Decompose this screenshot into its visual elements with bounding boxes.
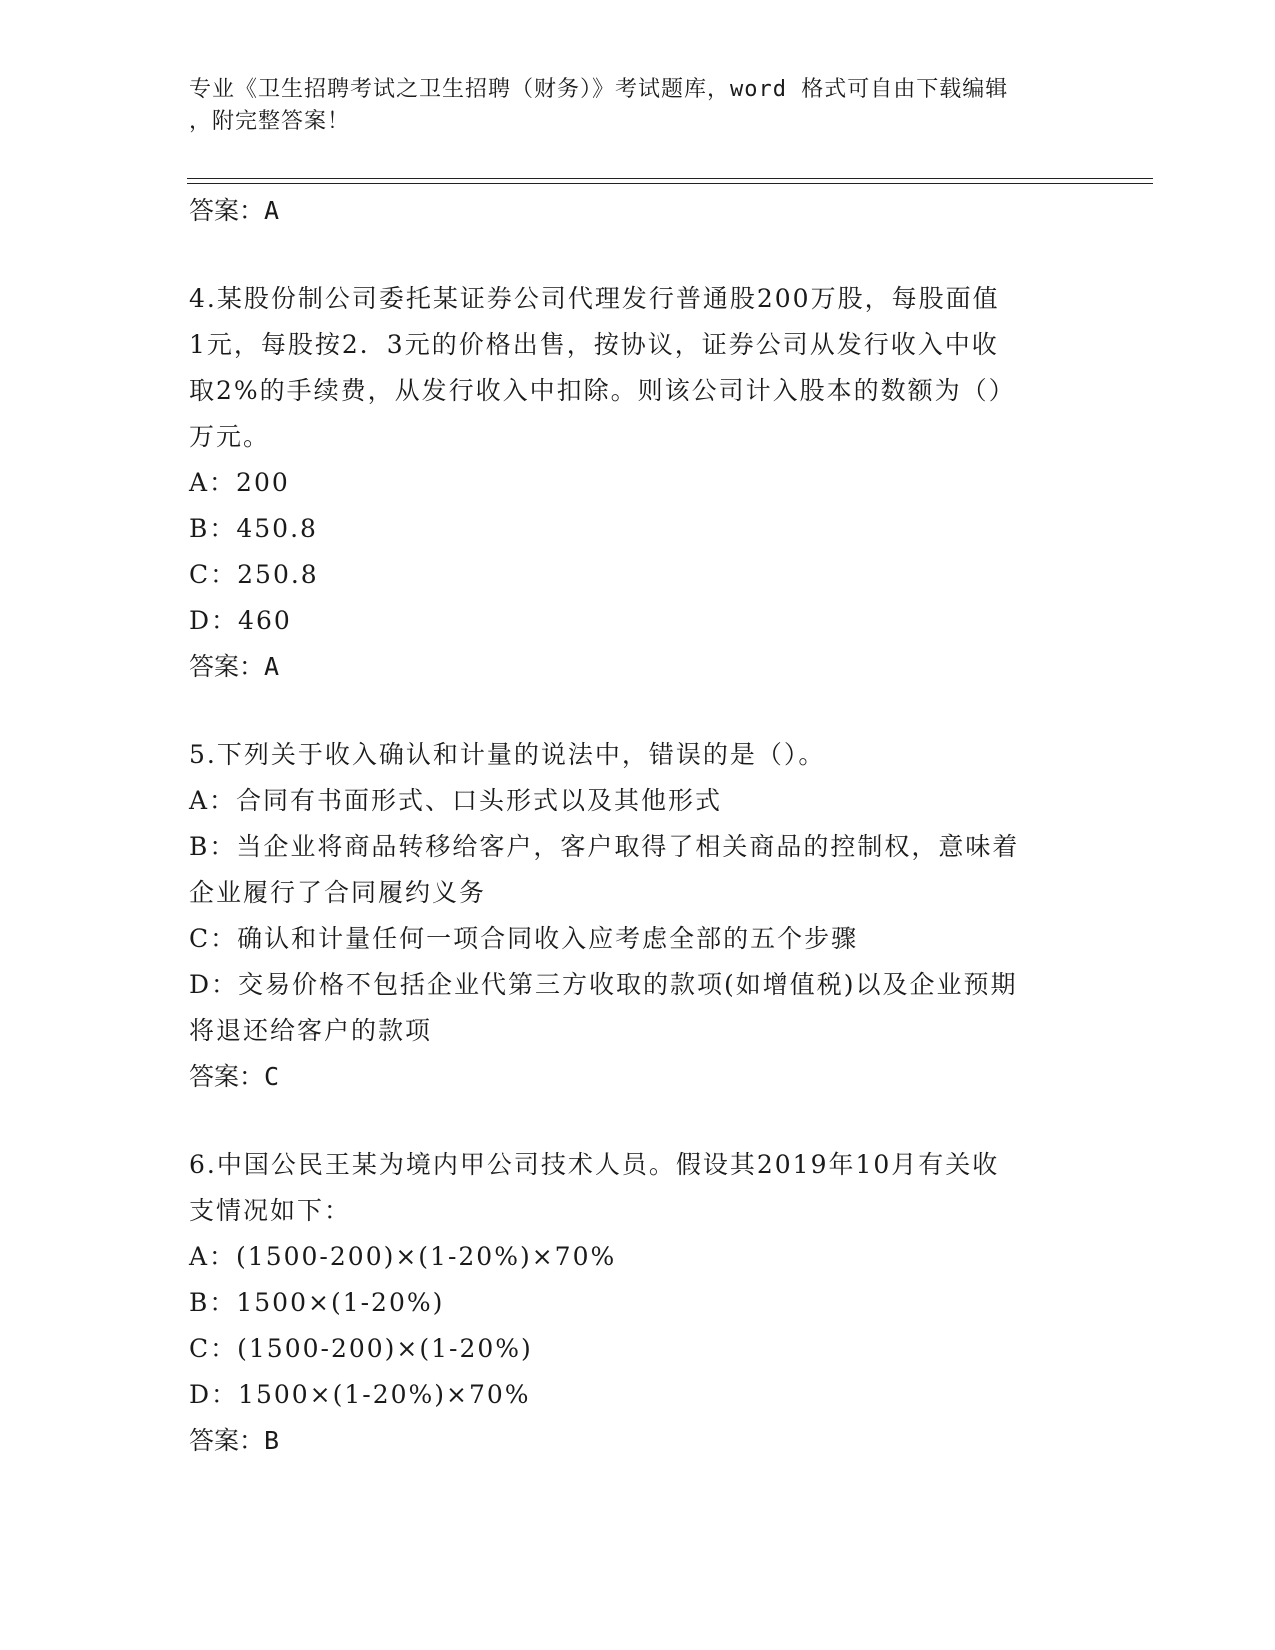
question-stem-line: 1元，每股按2．3元的价格出售，按协议，证券公司从发行收入中收 — [189, 330, 999, 359]
question-stem-line: 万元。 — [189, 422, 271, 451]
header-line-2: ，附完整答案！ — [189, 109, 351, 134]
option-text-line: C：确认和计量任何一项合同收入应考虑全部的五个步骤 — [189, 924, 859, 953]
question-block — [189, 732, 1089, 1100]
option-text-line: A：(1500-200)×(1-20%)×70% — [189, 1242, 617, 1271]
question-stem-line: 支情况如下： — [189, 1196, 352, 1225]
answer-option — [189, 506, 1089, 552]
answer-key: 答案：B — [189, 1426, 280, 1455]
option-text-line: B：1500×(1-20%) — [189, 1288, 445, 1317]
answer-option — [189, 1372, 1089, 1418]
option-text-line: B：当企业将商品转移给客户，客户取得了相关商品的控制权，意味着 — [189, 832, 1020, 861]
header-divider-top — [187, 178, 1153, 179]
option-text-line: C：250.8 — [189, 560, 319, 589]
document-header — [189, 74, 1069, 138]
answer-option — [189, 460, 1089, 506]
option-text-line: D：交易价格不包括企业代第三方收取的款项(如增值税)以及企业预期 — [189, 970, 1018, 999]
answer-option — [189, 778, 1089, 824]
question-stem-line: 6.中国公民王某为境内甲公司技术人员。假设其2019年10月有关收 — [189, 1150, 1000, 1179]
question-spacer — [189, 1100, 1089, 1142]
answer-key: 答案：A — [189, 652, 280, 681]
question-stem-line: 4.某股份制公司委托某证券公司代理发行普通股200万股，每股面值 — [189, 284, 1000, 313]
option-text-line: D：1500×(1-20%)×70% — [189, 1380, 531, 1409]
answer-option — [189, 916, 1089, 962]
header-line-1: 专业《卫生招聘考试之卫生招聘（财务）》考试题库，word 格式可自由下载编辑 — [189, 77, 1009, 102]
question-block — [189, 276, 1089, 690]
option-text-line: 将退还给客户的款项 — [189, 1016, 433, 1045]
answer-option — [189, 824, 1089, 916]
option-text-line: A：200 — [189, 468, 290, 497]
question-stem-line: 取2%的手续费，从发行收入中扣除。则该公司计入股本的数额为（） — [189, 376, 1016, 405]
question-list — [189, 188, 1089, 1464]
option-text-line: D：460 — [189, 606, 292, 635]
answer-option — [189, 962, 1089, 1054]
question-block — [189, 1142, 1089, 1464]
previous-answer: 答案：A — [189, 196, 280, 225]
answer-key: 答案：C — [189, 1062, 280, 1091]
header-divider-bottom — [187, 183, 1153, 184]
option-text-line: B：450.8 — [189, 514, 318, 543]
question-spacer — [189, 234, 1089, 276]
answer-option — [189, 1280, 1089, 1326]
option-text-line: C：(1500-200)×(1-20%) — [189, 1334, 533, 1363]
question-stem-line: 5.下列关于收入确认和计量的说法中，错误的是（）。 — [189, 740, 826, 769]
option-text-line: 企业履行了合同履约义务 — [189, 878, 487, 907]
answer-option — [189, 552, 1089, 598]
question-spacer — [189, 690, 1089, 732]
answer-option — [189, 598, 1089, 644]
option-text-line: A：合同有书面形式、口头形式以及其他形式 — [189, 786, 723, 815]
answer-option — [189, 1234, 1089, 1280]
answer-option — [189, 1326, 1089, 1372]
